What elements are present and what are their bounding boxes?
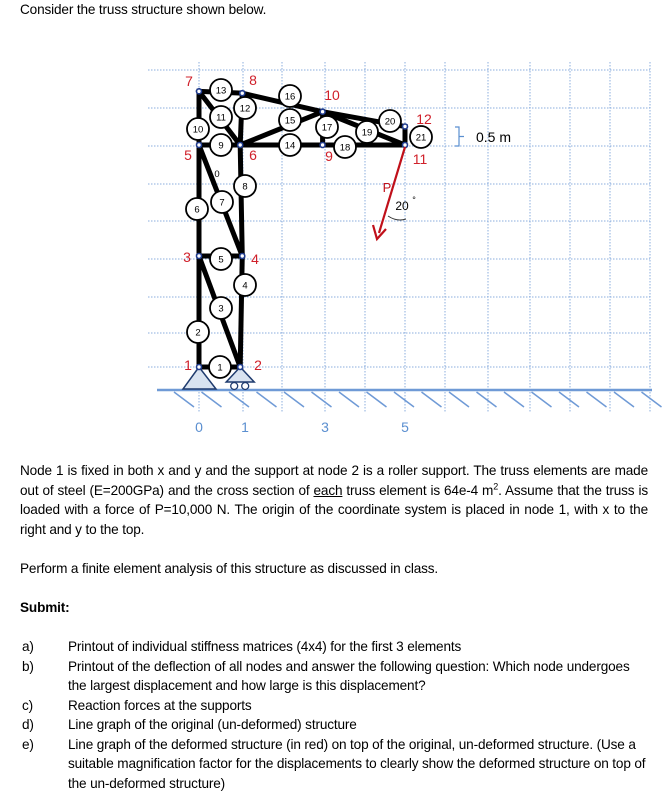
element-label: 1: [217, 362, 223, 374]
node-dot: [197, 89, 202, 94]
angle-unit: °: [412, 195, 416, 205]
list-marker: a): [22, 639, 34, 654]
ground-hatch: [477, 392, 497, 407]
list-item: [20, 657, 650, 696]
list-marker: e): [22, 736, 34, 752]
list-marker: c): [22, 697, 34, 713]
node-label: 9: [325, 148, 333, 164]
element-label: 10: [192, 124, 204, 136]
node-label: 6: [249, 147, 257, 163]
ground-hatch: [587, 392, 607, 407]
node-dot: [238, 365, 243, 370]
x-tick-label: 0: [195, 419, 203, 435]
truss-member-8: [240, 145, 242, 256]
ground-hatch: [422, 392, 442, 407]
truss-member-4: [240, 256, 242, 367]
desc-part-2: truss element is 64e-4 m: [342, 482, 494, 498]
node-label: 10: [324, 87, 340, 103]
element-label: 19: [361, 127, 373, 139]
roller-wheel-icon: [242, 383, 249, 390]
force-label: P: [382, 180, 392, 195]
list-text: Printout of the deflection of all nodes and answer the following question: Which node undergoes the largest displacement and how large is this displacement?: [68, 658, 630, 693]
list-text: Line graph of the original (un-deformed) structure: [68, 717, 357, 732]
element-label: 8: [242, 181, 248, 193]
element-label: 13: [215, 85, 227, 97]
node-label: 1: [184, 357, 192, 373]
element-label: 11: [216, 112, 226, 124]
node-dot: [197, 365, 202, 370]
node-dot: [240, 91, 245, 96]
angle-arc: [388, 216, 406, 220]
node-label: 2: [254, 357, 262, 373]
ground-hatch: [257, 392, 277, 407]
x-tick-label: 5: [401, 419, 409, 435]
element-label: 14: [284, 140, 296, 152]
element-label: 4: [242, 280, 248, 292]
ground-hatch: [284, 392, 304, 407]
ground-hatch: [614, 392, 634, 407]
node-dot: [240, 254, 245, 259]
ground-hatch: [229, 392, 249, 407]
list-text: Line graph of the deformed structure (in red) on top of the original, un-deformed structure. (Use a suitable magnification factor for the displacements to clearly show the deformed structure on top of the un-deformed structure): [68, 736, 646, 791]
intro-text: Consider the truss structure shown below.: [20, 2, 267, 17]
node-dot: [320, 143, 325, 148]
ground-hatch: [642, 392, 662, 407]
emphasis-each: each: [313, 482, 343, 498]
node-label: 7: [185, 73, 193, 89]
element-label: 7: [219, 197, 225, 209]
ground-hatch: [202, 392, 222, 407]
list-marker: b): [22, 658, 34, 674]
dimension-label: 0.5 m: [476, 129, 512, 145]
element-label: 3: [218, 303, 224, 315]
submit-list: [20, 637, 650, 793]
superscript-2: 2: [493, 480, 499, 491]
list-item: [20, 637, 650, 657]
ground-hatch: [532, 392, 552, 407]
node-label: 5: [184, 147, 192, 163]
roller-wheel-icon: [231, 383, 238, 390]
node-label: 3: [183, 249, 191, 265]
element-label: 12: [239, 103, 251, 115]
node-dot: [197, 254, 202, 259]
node-dot: [403, 124, 408, 129]
problem-description: [20, 461, 648, 539]
element-label: 15: [284, 115, 296, 127]
ground-hatch: [312, 392, 332, 407]
element-label: 6: [194, 204, 200, 216]
list-marker: d): [22, 717, 34, 732]
element-label: 21: [415, 132, 427, 144]
list-item: [20, 696, 650, 716]
dimension-brace-icon: [455, 127, 464, 146]
ground-hatch: [339, 392, 359, 407]
list-item: [20, 715, 650, 735]
submit-heading: Submit:: [20, 600, 70, 615]
node-dot: [403, 143, 408, 148]
element-label: 17: [321, 122, 333, 134]
ground-hatch: [394, 392, 414, 407]
ground-hatch: [174, 392, 194, 407]
task-text: Perform a finite element analysis of this structure as discussed in class.: [20, 561, 439, 576]
angle-label: 20: [395, 199, 409, 213]
ground-hatch: [559, 392, 579, 407]
element-label: 9: [218, 140, 224, 152]
element-label: 20: [384, 116, 396, 128]
ground-hatch: [449, 392, 469, 407]
element-label: 2: [195, 327, 201, 339]
list-text: Reaction forces at the supports: [68, 697, 252, 713]
desc-part-1: Node 1 is fixed in both x and y and the support at node 2 is a roller support. The truss elements are made out of steel (E=200GPa) and the cross section of: [20, 463, 648, 498]
list-text: Printout of individual stiffness matrices (4x4) for the first 3 elements: [68, 639, 462, 654]
stray-label: 0: [214, 169, 220, 180]
x-tick-label: 1: [241, 419, 249, 435]
element-label: 16: [284, 91, 296, 103]
x-tick-label: 3: [321, 419, 329, 435]
node-label: 12: [416, 111, 432, 127]
node-dot: [320, 109, 325, 114]
ground-hatch: [367, 392, 387, 407]
node-label: 8: [249, 72, 257, 88]
node-label: 11: [412, 151, 428, 167]
list-item: [20, 735, 650, 794]
node-dot: [238, 143, 243, 148]
ground-hatch: [504, 392, 524, 407]
desc-part-3: . Assume that the truss is loaded with a force of P=10,000 N. The origin of the coordinate system is placed in node 1, with x to the right and y to the top.: [20, 482, 648, 537]
element-label: 18: [339, 142, 351, 154]
element-label: 5: [218, 254, 224, 266]
node-dot: [197, 143, 202, 148]
node-label: 4: [251, 251, 259, 267]
